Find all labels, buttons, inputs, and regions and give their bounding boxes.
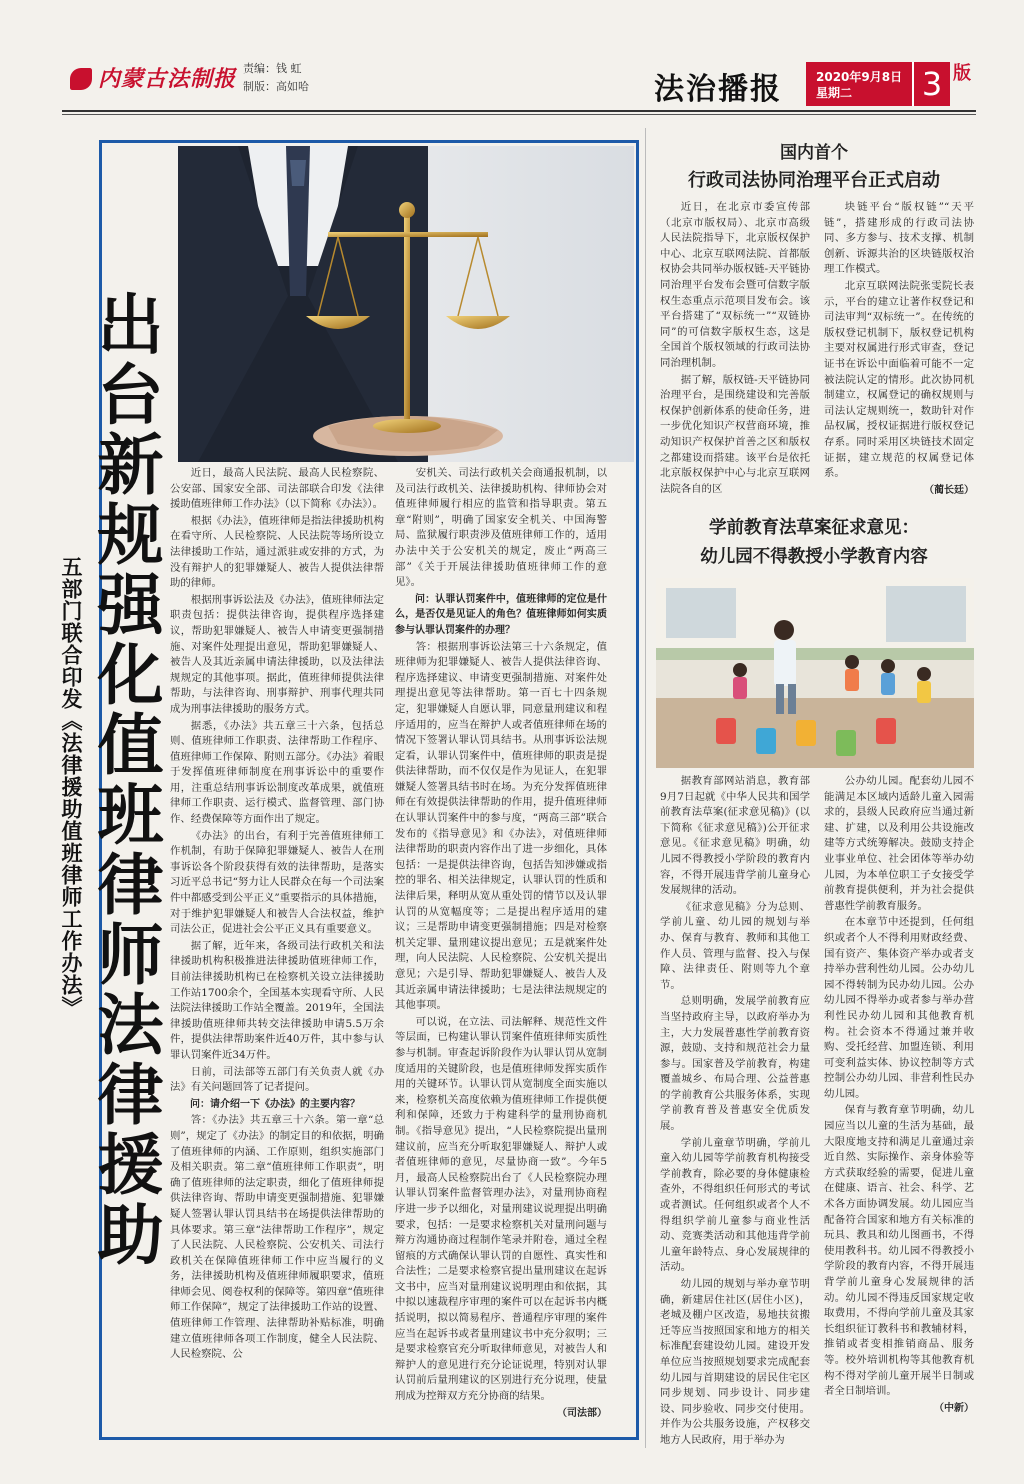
feature-column-2 (395, 466, 607, 1432)
body-paragraph: 安机关、司法行政机关会商通报机制，以及司法行政机关、法律援助机构、律师协会对值班律师履行相应的监管和指导职责。第五章“附则”，明确了国家安全机关、中国海警局、监狱履行职责涉及值班律师工作的，适用办法中关于公安机关的规定，废止“两高三部”《关于开展法律援助值班律师工作的意见》。 (395, 467, 607, 589)
editor-line: 责编：钱 虹 (243, 62, 302, 75)
feature-subheadline: 五部门联合印发《法律援助值班律师工作办法》 (59, 556, 83, 1018)
body-paragraph: 总则明确，发展学前教育应当坚持政府主导，以政府举办为主，大力发展普惠性学前教育资源，鼓励、支持和规范社会力量参与。国家普及学前教育，构建覆盖城乡、布局合理、公益普惠的学前教育公共服务体系，实现学前教育普及普惠安全优质发展。 (660, 995, 810, 1133)
byline: （蔺长廷） (924, 484, 974, 496)
body-paragraph: 学前儿童章节明确，学前儿童入幼儿园等学前教育机构接受学前教育，除必要的身体健康检查外，不得组织任何形式的考试或者测试。任何组织或者个人不得组织学前儿童参与商业性活动、竞赛类活动和其他违背学前儿童年龄特点、身心发展规律的活动。 (660, 1136, 810, 1274)
body-paragraph: 据了解，版权链-天平链协同治理平台，是围绕建设和完善版权保护创新体系的使命任务，进一步优化知识产权营商环境，推动知识产权保护首善之区和版权之都建设而搭建。该平台是依托北京版权保护中心与北京互联网法院各自的区 (660, 373, 810, 495)
article2-column-2 (824, 774, 974, 1438)
body-paragraph: 近日，最高人民法院、最高人民检察院、公安部、国家安全部、司法部联合印发《法律援助值班律师工作办法》（以下简称《办法》）。 (170, 467, 384, 511)
body-paragraph: 据悉，《办法》共五章三十六条，包括总则、值班律师工作职责、法律帮助工作程序、值班律师工作保障、附则五部分。《办法》着眼于发挥值班律师制度在刑事诉讼中的重要作用，注重总结刑事诉讼制度改革成果，就值班律师工作职责、运行模式、监督管理、部门协作、经费保障等方面作出了规定。 (170, 719, 384, 826)
body-paragraph: 公办幼儿园。配套幼儿园不能满足本区域内适龄儿童入园需求的，县级人民政府应当通过新建、扩建，以及利用公共设施改建等方式统筹解决。鼓励支持企业事业单位、社会团体等举办幼儿园，为本单位职工子女接受学前教育提供便利，并为社会提供普惠性学前教育服务。 (824, 775, 974, 912)
kindergarten-class-illustration (656, 578, 974, 768)
body-paragraph: 答：根据刑事诉讼法第三十六条规定，值班律师为犯罪嫌疑人、被告人提供法律咨询、程序选择建议、申请变更强制措施、对案件处理提出意见等法律帮助。第一百七十四条规定，犯罪嫌疑人自愿认罪，同意量刑建议和程序适用的，应当在辩护人或者值班律师在场的情况下签署认罪认罚具结书。从刑事诉讼法规定看，认罪认罚案件中，值班律师的职责是提供法律帮助，而不仅仅是作为见证人，在犯罪嫌疑人签署具结书时在场。为充分发挥值班律师在有效提供法律帮助的作用，提升值班律师在认罪认罚案件中的参与度，“两高三部”联合发布的《指导意见》和《办法》，对值班律师法律帮助的职责内容作出了进一步细化，具体包括：一是提供法律咨询，包括告知涉嫌或指控的罪名、相关法律规定，认罪认罚的性质和法律后果，释明从宽从重处罚的情节以及认罪认罚的从宽幅度等；二是提出程序适用的建议；三是帮助申请变更强制措施；四是对检察机关定罪、量刑建议提出意见；五是就案件处理，向人民法院、人民检察院、公安机关提出意见；六是引导、帮助犯罪嫌疑人、被告人及其近亲属申请法律援助；七是法律法规规定的其他事项。 (395, 640, 607, 1012)
designer-line: 制版：高如哈 (243, 80, 309, 93)
feature-column-1 (170, 466, 384, 1432)
body-paragraph: 保育与教育章节明确，幼儿园应当以儿童的生活为基础，最大限度地支持和满足儿童通过亲近自然、实际操作、亲身体验等方式获取经验的需要，促进儿童在健康、语言、社会、科学、艺术各方面协调发展。幼儿园应当配备符合国家和地方有关标准的玩具、教具和幼儿图画书，不得使用教科书。幼儿园不得教授小学阶段的教育内容，不得开展违背学前儿童身心发展规律的活动。幼儿园不得违反国家规定收取费用，不得向学前儿童及其家长组织征订教科书和教辅材料，推销或者变相推销商品、服务等。校外培训机构等其他教育机构不得对学前儿童开展半日制或者全日制培训。 (824, 1104, 974, 1398)
article2-column-1 (660, 774, 810, 1446)
header-rule-thin (62, 114, 976, 115)
byline: （司法部） (557, 1407, 607, 1419)
page-number: 3 (912, 62, 950, 106)
kindergarten-photo (656, 578, 974, 768)
body-paragraph: 近日，在北京市委宣传部（北京市版权局）、北京市高级人民法院指导下，北京版权保护中心、北京互联网法院、首都版权协会共同举办版权链-天平链协同治理平台发布会暨可信数字版权生态重点示范项目发布会。该平台搭建了“双标统一”“双链协同”的可信数字版权生态，这是全国首个版权领域的行政司法协同治理机制。 (660, 201, 810, 369)
question-paragraph: 问：请介绍一下《办法》的主要内容？ (190, 1098, 360, 1110)
body-paragraph: 幼儿园的规划与举办章节明确，新建居住社区(居住小区)，老城及棚户区改造，易地扶贫搬迁等应当按照国家和地方的相关标准配套建设幼儿园。建设开发单位应当按照规划要求完成配套幼儿园与首期建设的居民住宅区同步规划、同步设计、同步建设、同步验收、同步交付使用。并作为公共服务设施，产权移交地方人民政府，用于举办为 (660, 1278, 810, 1446)
editors-credit (243, 60, 309, 96)
article1-column-2 (824, 200, 974, 496)
body-paragraph: 据教育部网站消息，教育部9月7日起就《中华人民共和国学前教育法草案(征求意见稿)》(以下简称《征求意见稿》)公开征求意见。《征求意见稿》明确，幼儿园不得教授小学阶段的教育内容，不得开展违背学前儿童身心发展规律的活动。 (660, 775, 810, 897)
body-paragraph: 日前，司法部等五部门有关负责人就《办法》有关问题回答了记者提问。 (170, 1065, 384, 1094)
date-box (806, 62, 912, 106)
justice-scale-illustration (178, 146, 634, 462)
body-paragraph: 《办法》的出台，有利于完善值班律师工作机制，有助于保障犯罪嫌疑人、被告人在刑事诉讼各个阶段获得有效的法律帮助，是落实习近平总书记“努力让人民群众在每一个司法案件中都感受到公平正义”重要指示的具体措施，对于维护犯罪嫌疑人和被告人合法权益，维护司法公正，促进社会公平正义具有重要意义。 (170, 829, 384, 936)
logo-emblem-icon (70, 68, 92, 90)
article1-title-line2: 行政司法协同治理平台正式启动 (688, 170, 940, 191)
article1-title-line1: 国内首个 (780, 143, 848, 163)
byline: （中新） (934, 1402, 974, 1414)
issue-weekday: 星期二 (816, 86, 853, 100)
body-paragraph: 块链平台“版权链”“天平链”，搭建形成的行政司法协同、多方参与、技术支撑、机制创新、诉源共治的区块链版权治理工作模式。 (824, 201, 974, 276)
feature-headline: 出台新规强化值班律师法律援助 (86, 290, 163, 1270)
body-paragraph: 《征求意见稿》分为总则、学前儿童、幼儿园的规划与举办、保育与教育、教师和其他工作人员、管理与监督、投入与保障、法律责任、附则等九个章节。 (660, 900, 810, 991)
body-paragraph: 根据《办法》，值班律师是指法律援助机构在看守所、人民检察院、人民法院等场所设立法律援助工作站，通过派驻或安排的方式，为没有辩护人的犯罪嫌疑人、被告人提供法律帮助的律师。 (170, 514, 384, 590)
question-paragraph: 问：认罪认罚案件中，值班律师的定位是什么，是否仅是见证人的角色？值班律师如何实质参与认罪认罚案件的办理？ (395, 593, 607, 636)
article2-title (656, 514, 972, 572)
body-paragraph: 据了解，近年来，各级司法行政机关和法律援助机构积极推进法律援助值班律师工作，目前法律援助机构已在检察机关设立法律援助工作站1700余个，全国基本实现看守所、人民法院法律援助工作站全覆盖。2019年，全国法律援助值班律师共转交法律援助申请5.5万余件，提供法律帮助案件近40万件，其中参与认罪认罚案件近34万件。 (170, 939, 384, 1061)
issue-date: 2020年9月8日 (816, 70, 903, 84)
body-paragraph: 可以说，在立法、司法解释、规范性文件等层面，已构建认罪认罚案件值班律师实质性参与机制。审查起诉阶段作为认罪认罚从宽制度适用的关键阶段，也是值班律师发挥实质作用的关键环节。认罪认罚从宽制度全面实施以来，检察机关高度依赖为值班律师工作提供便利和保障，还致力于构建科学的量刑协商机制。《指导意见》提出，“人民检察院提出量刑建议前，应当充分听取犯罪嫌疑人、辩护人或者值班律师的意见，尽量协商一致”。今年5月，最高人民检察院出台了《人民检察院办理认罪认罚案件监督管理办法》，对量刑协商程序进一步予以细化，对量刑建议说理提出明确要求，包括：一是要求检察机关对量刑问题与辩方沟通协商过程制作笔录并附卷，通过全程留痕的方式确保认罪认罚的自愿性、真实性和合法性；二是要求检察官提出量刑建议在起诉文书中，应当对量刑建议说明理由和依据，其中拟以速裁程序审理的案件可以在起诉书内概括说明，拟以简易程序、普通程序审理的案件应当在起诉书或者量刑建议书中充分叙明；三是要求检察官充分听取律师意见，对被告人和辩护人的意见进行充分论证说理，特别对认罪认罚前后量刑建议的区别进行充分说理，使量刑成为控辩双方充分协商的结果。 (395, 1015, 607, 1403)
masthead (0, 0, 1024, 118)
logo-text: 内蒙古法制报 (98, 66, 237, 92)
body-paragraph: 北京互联网法院张雯院长表示，平台的建立让著作权登记和司法审判“双标统一”。在传统的版权登记机制下，版权登记机构主要对权属进行形式审查，登记证书在诉讼中面临着可能不一定被法院认定的情形。此次协同机制建立，权属登记的确权规则与司法认定规则统一，数助针对作品权属，授权证据进行版权登记存系。同时采用区块链技术固定证据，建立规范的权属登记体系。 (824, 279, 974, 480)
newspaper-logo (70, 62, 236, 93)
article1-column-1 (660, 200, 810, 495)
header-rule (62, 110, 976, 112)
column-divider (645, 128, 646, 1448)
hero-photo-justice-scale (178, 146, 634, 462)
article2-title-line1: 学前教育法草案征求意见： (709, 518, 919, 538)
body-paragraph: 答：《办法》共五章三十六条。第一章“总则”，规定了《办法》的制定目的和依据，明确了值班律师的内涵、工作原则，组织实施部门及相关职责。第二章“值班律师工作职责”，明确了值班律师的法定职责，细化了值班律师提供法律咨询、帮助申请变更强制措施、犯罪嫌疑人签署认罪认罚具结书在场提供法律帮助的具体要求。第三章“法律帮助工作程序”，规定了人民法院、人民检察院、公安机关、司法行政机关在保障值班律师工作中应当履行的义务，法律援助机构及值班律师履职要求，值班律师会见、阅卷权利的保障等。第四章“值班律师工作保障”，规定了法律援助工作站的设置、值班律师工作管理、法律帮助补贴标准，明确建立值班律师各项工作制度，健全人民法院、人民检察院、公 (170, 1114, 384, 1361)
body-paragraph: 在本章节中还提到，任何组织或者个人不得利用财政经费、国有资产、集体资产举办或者支持举办营利性幼儿园。公办幼儿园不得转制为民办幼儿园。公办幼儿园不得举办或者参与举办营利性民办幼儿园和其他教育机构。社会资本不得通过兼并收购、受托经营、加盟连锁、利用可变利益实体、协议控制等方式控制公办幼儿园、非营利性民办幼儿园。 (824, 916, 974, 1100)
article1-title (656, 140, 972, 196)
section-title: 法治播报 (654, 72, 782, 107)
page-suffix: 版 (950, 62, 974, 106)
body-paragraph: 根据刑事诉讼法及《办法》，值班律师法定职责包括：提供法律咨询，提供程序选择建议，帮助犯罪嫌疑人、被告人申请变更强制措施、对案件处理提出意见，帮助犯罪嫌疑人、被告人及其近亲属申请法律援助，以及法律法规规定的其他事项。据此，值班律师提供法律帮助，与法律咨询、刑事辩护、刑事代理共同成为刑事法律援助的服务方式。 (170, 593, 384, 715)
article2-title-line2: 幼儿园不得教授小学教育内容 (700, 547, 928, 567)
